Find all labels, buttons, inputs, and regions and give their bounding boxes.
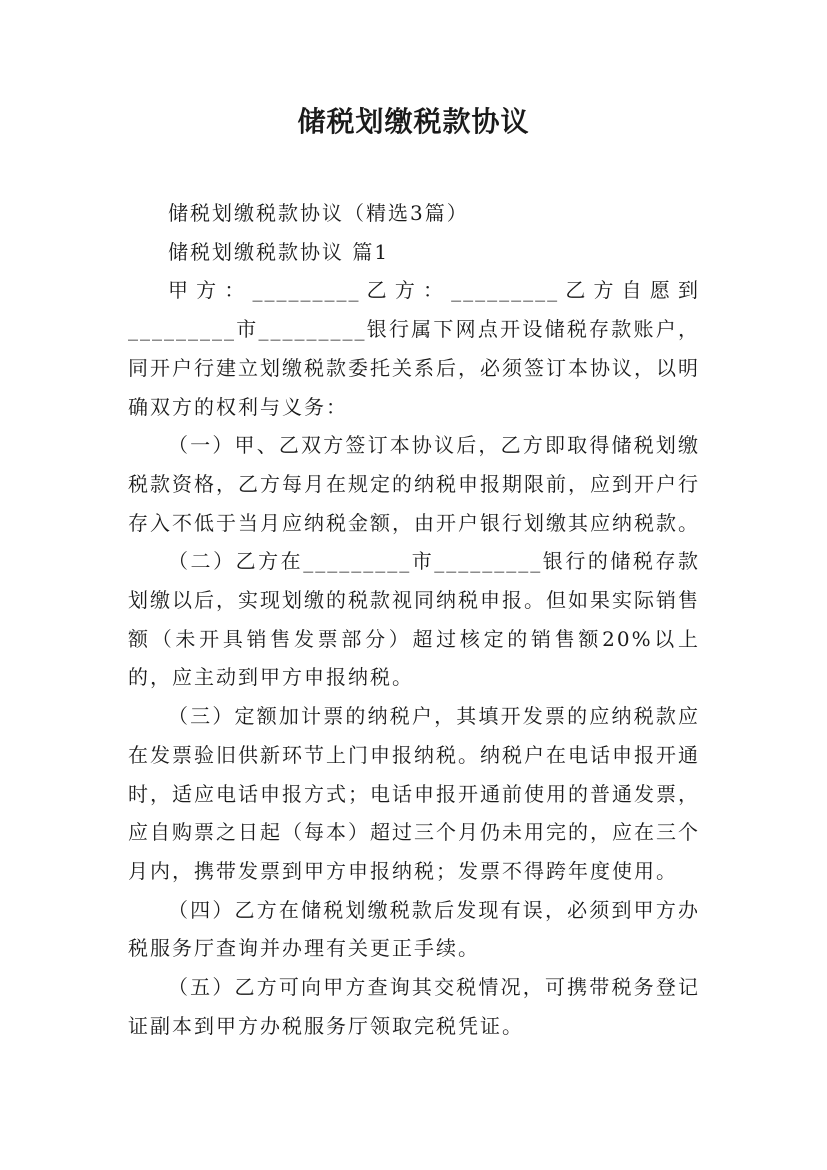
paragraph-subtitle: 储税划缴税款协议（精选3篇）: [168, 201, 469, 225]
paragraph-section-heading: 储税划缴税款协议 篇1: [168, 239, 390, 264]
paragraph-parties: 甲方：_________乙方：_________乙方自愿到_________市_________银行属下网点开设储税存款账户，同开户行建立划缴税款委托关系后，必须签订本协议，以明确双方的权利与义务：: [128, 278, 700, 419]
paragraph-clause-3: （三）定额加计票的纳税户，其填开发票的应纳税款应在发票验旧供新环节上门申报纳税。纳税户在电话申报开通时，适应电话申报方式；电话申报开通前使用的普通发票，应自购票之日起（每本）超过三个月仍未用完的，应在三个月内，携带发票到甲方申报纳税；发票不得跨年度使用。: [128, 704, 700, 883]
paragraph-clause-1: （一）甲、乙双方签订本协议后，乙方即取得储税划缴税款资格，乙方每月在规定的纳税申报期限前，应到开户行存入不低于当月应纳税金额，由开户银行划缴其应纳税款。: [128, 433, 700, 535]
document-body: [128, 194, 700, 1045]
paragraph-clause-2: （二）乙方在_________市_________银行的储税存款划缴以后，实现划缴的税款视同纳税申报。但如果实际销售额（未开具销售发票部分）超过核定的销售额20%以上的，应主动到甲方申报纳税。: [128, 549, 700, 690]
paragraph-clause-4: （四）乙方在储税划缴税款后发现有误，必须到甲方办税服务厅查询并办理有关更正手续。: [128, 897, 700, 961]
document-title: 储税划缴税款协议: [297, 105, 530, 138]
paragraph-clause-5: （五）乙方可向甲方查询其交税情况，可携带税务登记证副本到甲方办税服务厅领取完税凭证。: [128, 975, 700, 1038]
